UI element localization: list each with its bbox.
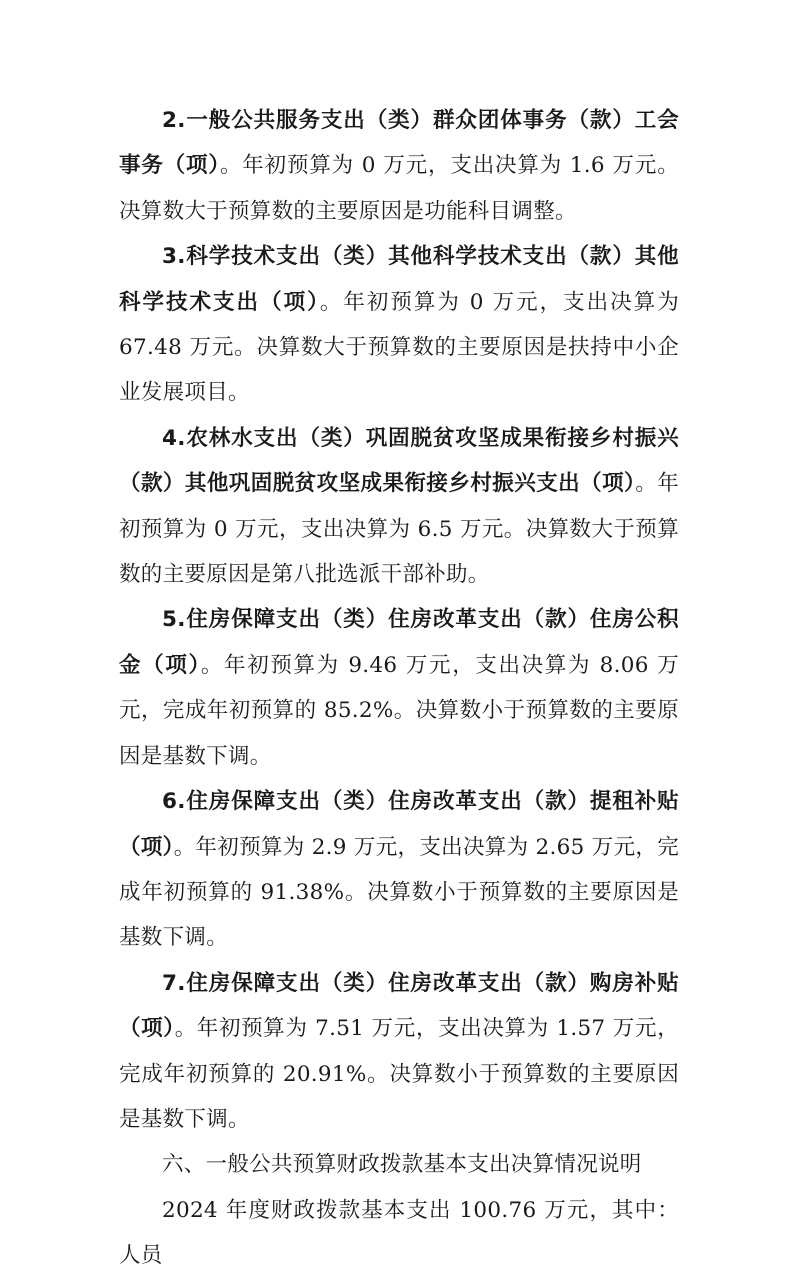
paragraph-item-5 (119, 597, 679, 779)
paragraph-body: 。年初预算为 0 万元，支出决算为 67.48 万元。决算数大于预算数的主要原因是扶持中小企业发展项目。 (119, 289, 680, 406)
paragraph-item-2 (119, 98, 679, 234)
document-content (119, 98, 679, 1279)
paragraph-item-7 (119, 961, 679, 1143)
paragraph-heading: 4.农林水支出（类）巩固脱贫攻坚成果衔接乡村振兴（款）其他巩固脱贫攻坚成果衔接乡村振兴支出（项） (119, 425, 679, 497)
paragraph-body: 。年初预算为 0 万元，支出决算为 1.6 万元。决算数大于预算数的主要原因是功能科目调整。 (119, 153, 679, 224)
paragraph-item-4 (119, 416, 679, 598)
paragraph-heading: 6.住房保障支出（类）住房改革支出（款）提租补贴（项） (119, 789, 679, 860)
paragraph-body: 。年初预算为 2.9 万元，支出决算为 2.65 万元，完成年初预算的 91.38%。决算数小于预算数的主要原因是基数下调。 (119, 834, 679, 951)
paragraph-heading: 3.科学技术支出（类）其他科学技术支出（款）其他科学技术支出（项） (119, 244, 679, 315)
section-heading: 六、一般公共预算财政拨款基本支出决算情况说明 (162, 1152, 642, 1178)
paragraph-body: 。年初预算为 0 万元，支出决算为 6.5 万元。决算数大于预算数的主要原因是第八批选派干部补助。 (119, 471, 679, 588)
paragraph-body: 。年初预算为 7.51 万元，支出决算为 1.57 万元，完成年初预算的 20.91%。决算数小于预算数的主要原因是基数下调。 (119, 1016, 679, 1132)
section-body: 2024 年度财政拨款基本支出 100.76 万元，其中：人员 (119, 1197, 679, 1269)
paragraph-heading: 5.住房保障支出（类）住房改革支出（款）住房公积金（项） (119, 607, 679, 678)
paragraph-heading: 2.一般公共服务支出（类）群众团体事务（款）工会事务（项） (119, 108, 679, 179)
paragraph-item-6 (119, 779, 679, 961)
paragraph-body: 。年初预算为 9.46 万元，支出决算为 8.06 万元，完成年初预算的 85.2%。决算数小于预算数的主要原因是基数下调。 (119, 652, 680, 769)
paragraph-heading: 7.住房保障支出（类）住房改革支出（款）购房补贴（项） (119, 970, 679, 1042)
paragraph-item-3 (119, 234, 679, 416)
